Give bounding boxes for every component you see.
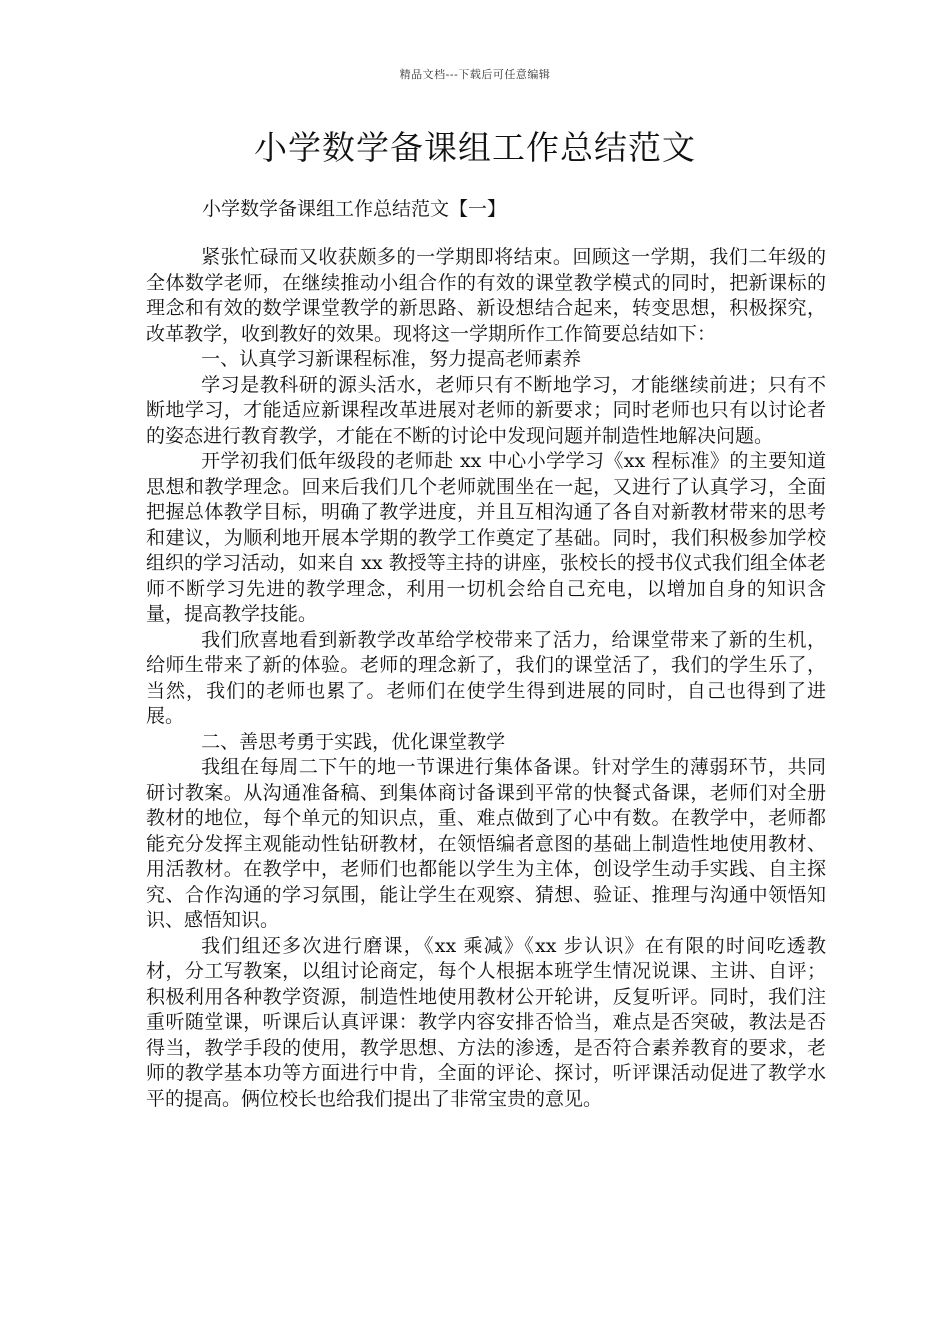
body-paragraph: 我们欣喜地看到新教学改革给学校带来了活力，给课堂带来了新的生机，给师生带来了新的体验。老师的理念新了，我们的课堂活了，我们的学生乐了，当然，我们的老师也累了。老师们在使学生得到进展的同时，自己也得到了进展。 — [146, 628, 826, 727]
header-note: 精品文档---下载后可任意编辑 — [399, 68, 551, 81]
body-paragraph: 我组在每周二下午的地一节课进行集体备课。针对学生的薄弱环节，共同研讨教案。从沟通准备稿、到集体商讨备课到平常的快餐式备课，老师们对全册教材的地位，每个单元的知识点，重、难点做到了心中有数。在教学中，老师都能充分发挥主观能动性钻研教材，在领悟编者意图的基础上制造性地使用教材、用活教材。在教学中，老师们也都能以学生为主体，创设学生动手实践、自主探究、合作沟通的学习氛围，能让学生在观察、猜想、验证、推理与沟通中领悟知识、感悟知识。 — [146, 756, 826, 931]
section-heading: 一、认真学习新课程标准，努力提高老师素养 — [201, 348, 582, 370]
document-title: 小学数学备课组工作总结范文 — [254, 128, 696, 167]
document-subtitle: 小学数学备课组工作总结范文【一】 — [202, 198, 507, 220]
section-heading: 二、善思考勇于实践，优化课堂教学 — [201, 730, 506, 753]
document-body — [146, 245, 826, 1112]
body-paragraph: 开学初我们低年级段的老师赴 xx 中心小学学习《xx 程标准》的主要知道思想和教学理念。回来后我们几个老师就围坐在一起，又进行了认真学习，全面把握总体教学目标，明确了教学进度，并且互相沟通了各自对新教材带来的思考和建议，为顺利地开展本学期的教学工作奠定了基础。同时，我们积极参加学校组织的学习活动，如来自 xx 教授等主持的讲座，张校长的授书仪式我们组全体老师不断学习先进的教学理念，利用一切机会给自己充电，以增加自身的知识含量，提高教学技能。 — [146, 450, 826, 625]
body-paragraph: 学习是教科研的源头活水，老师只有不断地学习，才能继续前进；只有不断地学习，才能适应新课程改革进展对老师的新要求；同时老师也只有以讨论者的姿态进行教育教学，才能在不断的讨论中发现问题并制造性地解决问题。 — [146, 373, 826, 447]
body-paragraph: 紧张忙碌而又收获颇多的一学期即将结束。回顾这一学期，我们二年级的全体数学老师，在继续推动小组合作的有效的课堂教学模式的同时，把新课标的理念和有效的数学课堂教学的新思路、新设想结合起来，转变思想，积极探究，改革教学，收到教好的效果。现将这一学期所作工作简要总结如下： — [146, 246, 826, 345]
body-paragraph: 我们组还多次进行磨课，《xx 乘减》《xx 步认识》在有限的时间吃透教材，分工写教案，以组讨论商定，每个人根据本班学生情况说课、主讲、自评；积极利用各种教学资源，制造性地使用教材公开轮讲，反复听评。同时，我们注重听随堂课，听课后认真评课：教学内容安排否恰当，难点是否突破，教法是否得当，教学手段的使用，教学思想、方法的渗透，是否符合素养教育的要求，老师的教学基本功等方面进行中肯，全面的评论、探讨，听评课活动促进了教学水平的提高。俩位校长也给我们提出了非常宝贵的意见。 — [146, 934, 826, 1110]
